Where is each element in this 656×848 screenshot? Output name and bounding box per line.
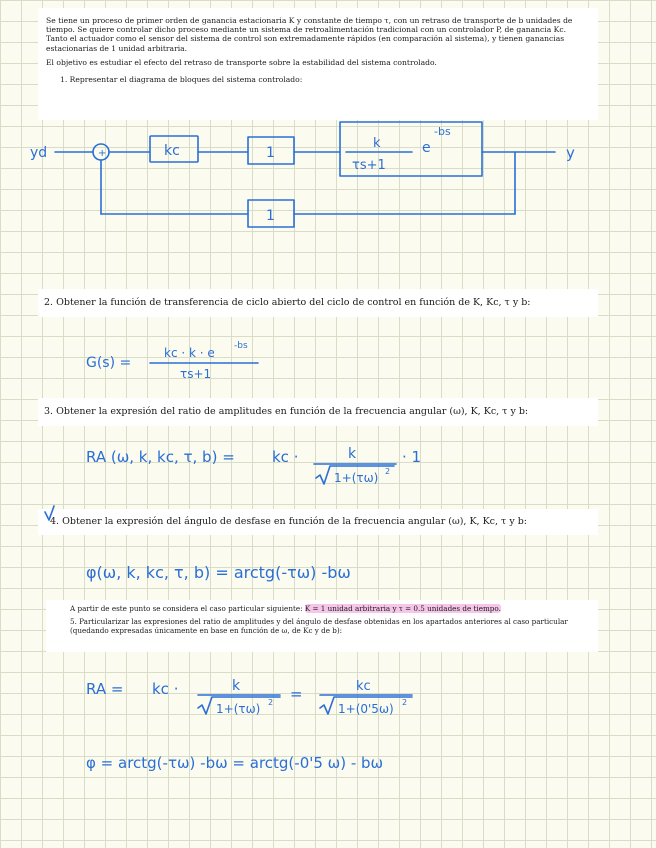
q2-numerator-exponent: -bs bbox=[234, 341, 248, 351]
intro-paragraph-1: Se tiene un proceso de primer orden de ganancia estacionaria K y constante de tiempo τ, con un retraso de transporte de b unidades de tiempo. Se quiere controlar dicho proceso mediante un sistema de retroalimentación tradicional con un controlador P, de ganancia Kc. Tanto el actuador como el sensor del sistema de control son extremadamente rápidos (en comparación al sistema), y tienen ganancias estacionarias de 1 unidad arbitraria. bbox=[46, 16, 573, 53]
question-3: 3. Obtener la expresión del ratio de amplitudes en función de la frecuencia angular (ω), K, Kc, τ y b: bbox=[38, 398, 598, 426]
q2-lhs: G(s) = bbox=[86, 355, 132, 371]
q3-kc: kc · bbox=[272, 448, 299, 466]
q5-ra-kc: kc · bbox=[152, 680, 179, 698]
question-4: 4. Obtener la expresión del ángulo de desfase en función de la frecuencia angular (ω), K, Kc, τ y b: bbox=[38, 509, 598, 535]
q5-ra-denominator-2: 1+(0'5ω) bbox=[338, 702, 394, 716]
sum-symbol: + bbox=[98, 148, 107, 159]
q5-ra-denominator-2-exponent: 2 bbox=[402, 698, 408, 707]
q5-ra-denominator-1: 1+(τω) bbox=[216, 702, 261, 716]
process-denominator: τs+1 bbox=[352, 158, 386, 173]
particular-case-highlight: K = 1 unidad arbitraria y τ = 0.5 unidades de tiempo. bbox=[304, 604, 501, 613]
controller-label: kc bbox=[164, 143, 180, 159]
delay-label: e bbox=[422, 140, 431, 156]
q5-ra-equals: = bbox=[290, 685, 303, 703]
q3-lhs: RA (ω, k, kc, τ, b) = bbox=[86, 448, 235, 466]
q3-denominator-exponent: 2 bbox=[385, 467, 391, 476]
question-1: 1. Representar el diagrama de bloques del sistema controlado: bbox=[60, 75, 303, 85]
actuator-label: 1 bbox=[266, 145, 275, 161]
q3-tail: · 1 bbox=[402, 448, 422, 466]
q4-answer: φ(ω, k, kc, τ, b) = arctg(-τω) -bω bbox=[86, 563, 351, 582]
q3-denominator: 1+(τω) bbox=[334, 471, 379, 485]
q5-phi: φ = arctg(-τω) -bω = arctg(-0'5 ω) - bω bbox=[86, 754, 384, 772]
q5-ra-lhs: RA = bbox=[86, 680, 124, 698]
q2-denominator: τs+1 bbox=[180, 367, 212, 381]
q5-ra-numerator-1: k bbox=[232, 678, 241, 694]
sensor-label: 1 bbox=[266, 208, 275, 224]
q5-ra-numerator-2: kc bbox=[356, 679, 371, 694]
question-2: 2. Obtener la función de transferencia de ciclo abierto del ciclo de control en función de K, Kc, τ y b: bbox=[38, 289, 598, 317]
q5-ra-denominator-1-exponent: 2 bbox=[268, 698, 274, 707]
output-label: y bbox=[566, 144, 575, 162]
q3-numerator: k bbox=[348, 446, 357, 462]
intro-paragraph-2: El objetivo es estudiar el efecto del retraso de transporte sobre la estabilidad del sistema controlado. bbox=[46, 57, 437, 67]
q2-numerator: kc · k · e bbox=[164, 346, 215, 360]
particular-case-intro: A partir de este punto se considera el caso particular siguiente: bbox=[70, 604, 303, 613]
question-5: 5. Particularizar las expresiones del ratio de amplitudes y del ángulo de desfase obtenidas en los apartados anteriores al caso particular (quedando expresadas únicamente en base en función de ω, de Kc y de b): bbox=[70, 617, 568, 635]
delay-exponent: -bs bbox=[434, 125, 451, 138]
process-numerator: k bbox=[373, 136, 381, 151]
input-label: yd bbox=[30, 145, 48, 161]
